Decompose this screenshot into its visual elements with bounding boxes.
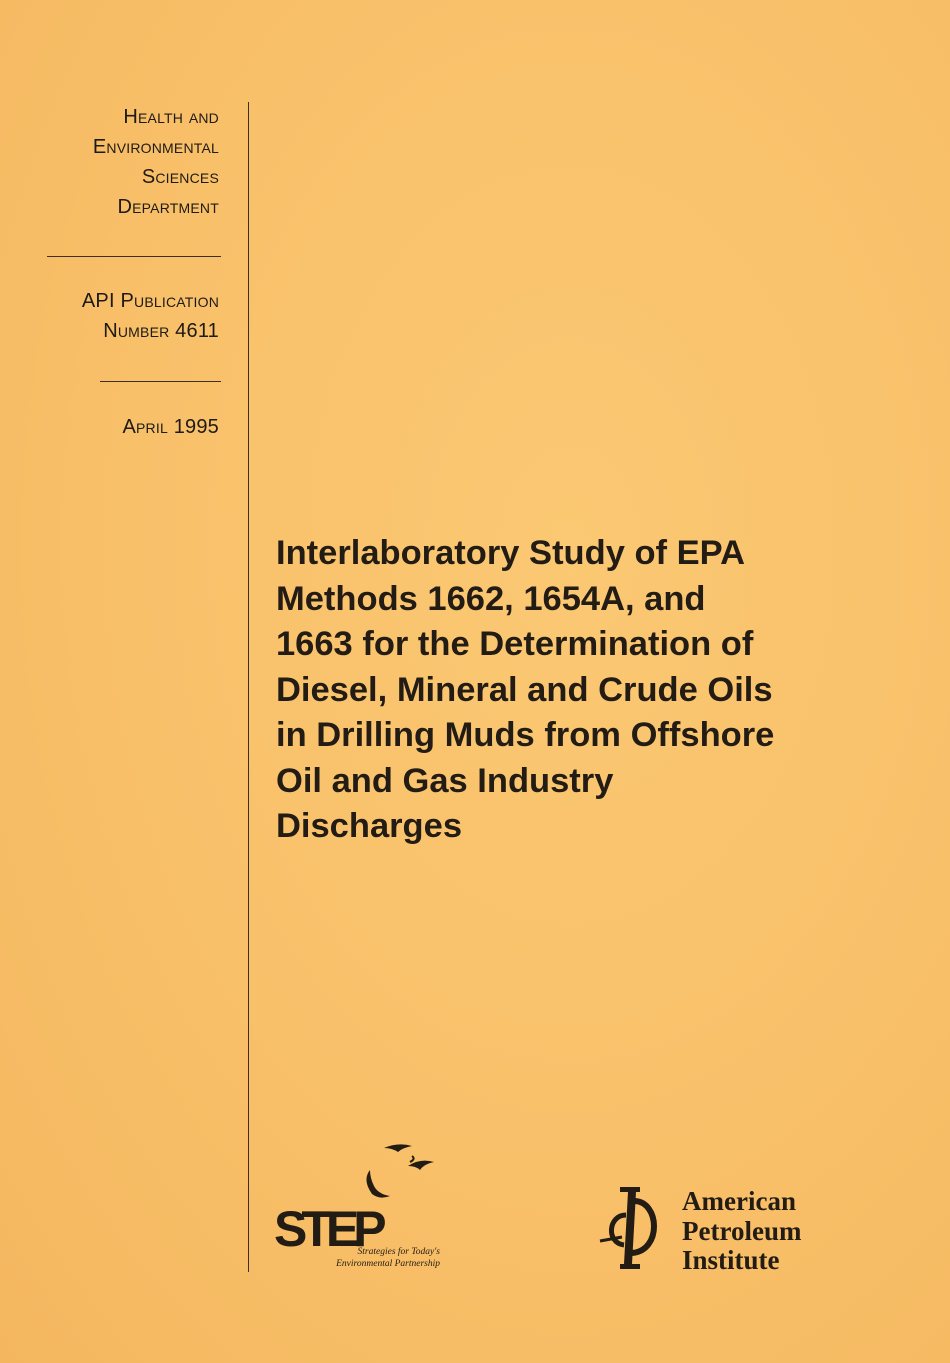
api-name-line: Petroleum [682, 1215, 802, 1246]
step-tagline: Environmental Partnership [336, 1259, 440, 1269]
sidebar-divider [47, 256, 221, 257]
api-name-line: Institute [682, 1245, 780, 1275]
department-line: Environmental [92, 136, 219, 158]
step-tagline: Strategies for Today's [357, 1247, 440, 1257]
publication-line: API Publication [81, 290, 219, 312]
api-logo-mark-icon [598, 1185, 664, 1271]
department-line: Sciences [141, 166, 219, 188]
department-heading [93, 102, 219, 222]
step-wordmark: STEP [274, 1201, 381, 1257]
department-line: Department [117, 196, 219, 218]
title-line: 1663 for the Determination of [276, 625, 754, 663]
department-line: Health and [123, 106, 219, 128]
title-line: Discharges [276, 807, 463, 845]
title-line: Interlaboratory Study of EPA [276, 534, 746, 572]
sidebar-divider [100, 381, 221, 382]
api-name-line: American [682, 1186, 796, 1216]
bird-icon [366, 1170, 390, 1198]
bird-icon [384, 1144, 412, 1152]
title-line: Oil and Gas Industry [276, 761, 614, 800]
title-line: in Drilling Muds from Offshore [276, 716, 775, 754]
api-logo-name [682, 1187, 801, 1276]
bird-icon [410, 1156, 414, 1162]
title-line: Methods 1662, 1654A, and [276, 579, 706, 618]
publication-line: Number 4611 [103, 320, 219, 342]
title-line: Diesel, Mineral and Crude Oils [276, 670, 773, 709]
report-title [276, 531, 916, 850]
publication-number [82, 286, 219, 346]
vertical-divider [248, 102, 249, 1272]
publication-date-text: April 1995 [122, 416, 219, 438]
publication-date [122, 412, 219, 442]
